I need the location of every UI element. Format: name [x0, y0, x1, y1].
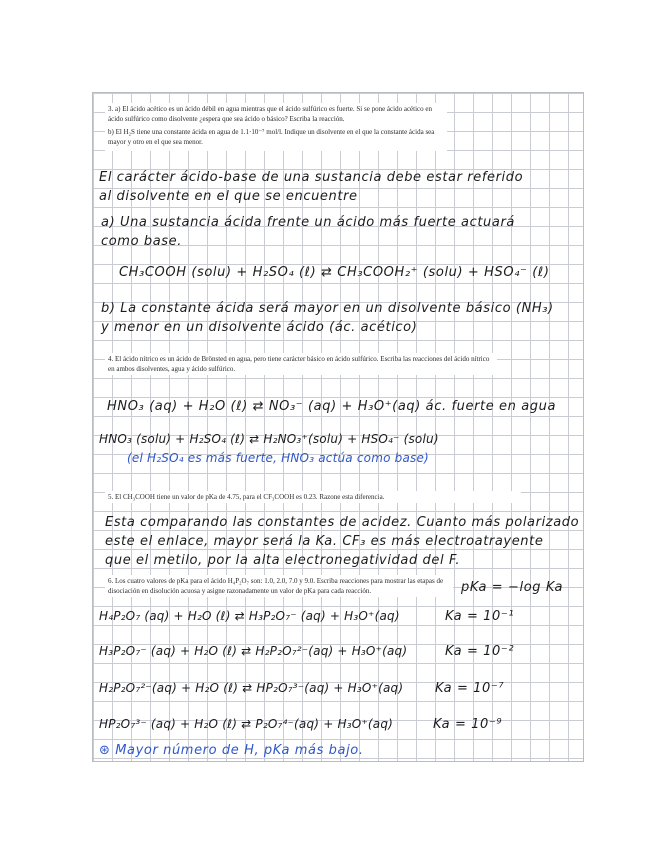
- answer-3b-line-1: b) La constante ácida será mayor en un disolvente básico (NH₃): [101, 301, 554, 316]
- question-5-prompt: 5. El CH₃COOH tiene un valor de pKa de 4.75, para el CF₃COOH es 0.23. Razone esta diferencia.: [105, 491, 521, 503]
- nitric-note: (el H₂SO₄ es más fuerte, HNO₃ actúa como base): [127, 451, 429, 465]
- graph-paper-sheet: [92, 92, 584, 762]
- acetic-sulfuric-reaction: CH₃COOH (solu) + H₂SO₄ (ℓ) ⇄ CH₃COOH₂⁺ (solu) + HSO₄⁻ (ℓ): [119, 265, 550, 280]
- answer-5: [105, 513, 579, 570]
- nitric-water-reaction: HNO₃ (aq) + H₂O (ℓ) ⇄ NO₃⁻ (aq) + H₃O⁺(aq) ác. fuerte en agua: [107, 399, 557, 414]
- pyrophosphoric-step-2: [99, 642, 407, 661]
- step-4-ka: Ka = 10⁻⁹: [433, 717, 503, 732]
- step-3-equation: H₂P₂O₇²⁻(aq) + H₂O (ℓ) ⇄ HP₂O₇³⁻(aq) + H₃O⁺(aq): [99, 681, 404, 695]
- intro-line-1: El carácter ácido-base de una sustancia debe estar referido: [99, 170, 524, 185]
- answer-3b: [101, 299, 554, 337]
- answer-3b-line-2: y menor en un disolvente ácido (ác. acético): [101, 320, 418, 335]
- question-4-prompt: 4. El ácido nítrico es un ácido de Brönsted en agua, pero tiene carácter básico en ácido sulfúrico. Escriba las reacciones del ácido nítrico en ambos disolventes, agua y ácido sulfúrico.: [105, 353, 497, 375]
- step-2-ka: Ka = 10⁻²: [445, 644, 515, 659]
- question-3-prompt: [105, 103, 447, 151]
- step-3-ka: Ka = 10⁻⁷: [435, 681, 505, 696]
- answer-5-line-3: que el metilo, por la alta electronegatividad del F.: [105, 553, 461, 568]
- q6-conclusion: ⊛ Mayor número de H, pKa más bajo.: [99, 743, 364, 758]
- question-3b-text: b) El H₂S tiene una constante ácida en agua de 1.1·10⁻⁷ mol/l. Indique un disolvente en el que la constante ácida sea mayor y otro en el que sea menor.: [108, 128, 435, 146]
- step-2-equation: H₃P₂O₇⁻ (aq) + H₂O (ℓ) ⇄ H₂P₂O₇²⁻(aq) + H₃O⁺(aq): [99, 644, 408, 658]
- answer-3a: [101, 213, 515, 251]
- step-4-equation: HP₂O₇³⁻ (aq) + H₂O (ℓ) ⇄ P₂O₇⁴⁻(aq) + H₃O⁺(aq): [99, 717, 394, 731]
- answer-3a-line-2: como base.: [101, 234, 182, 249]
- answer-5-line-1: Esta comparando las constantes de acidez. Cuanto más polarizado: [105, 515, 580, 530]
- step-1-equation: H₄P₂O₇ (aq) + H₂O (ℓ) ⇄ H₃P₂O₇⁻ (aq) + H₃O⁺(aq): [99, 609, 400, 623]
- question-3a-text: 3. a) El ácido acético es un ácido débil en agua mientras que el ácido sulfúrico es fuerte. Si se pone ácido acético en ácido sulfúrico como disolvente ¿espera que sea ácido o básico? Escriba la reacción.: [108, 105, 433, 123]
- pyrophosphoric-step-3: [99, 679, 403, 698]
- pyrophosphoric-step-4: [99, 715, 393, 734]
- answer-5-line-2: este el enlace, mayor será la Ka. CF₃ es más electroatrayente: [105, 534, 544, 549]
- question-3-intro: [99, 168, 523, 206]
- pyrophosphoric-step-1: [99, 607, 400, 626]
- step-1-ka: Ka = 10⁻¹: [445, 609, 515, 624]
- question-6-prompt: 6. Los cuatro valores de pKa para el ácido H₄P₂O₇ son: 1.0, 2.0, 7.0 y 9.0. Escriba reacciones para mostrar las etapas de disociación en disolución acuosa y asigne razonadamente un valor de pKa para cada reacción.: [105, 575, 453, 597]
- nitric-sulfuric-reaction: HNO₃ (solu) + H₂SO₄ (ℓ) ⇄ H₂NO₃⁺(solu) + HSO₄⁻ (solu): [99, 432, 439, 446]
- intro-line-2: al disolvente en el que se encuentre: [99, 189, 358, 204]
- pka-formula: pKa = −log Ka: [461, 580, 564, 595]
- answer-3a-line-1: a) Una sustancia ácida frente un ácido más fuerte actuará: [101, 215, 515, 230]
